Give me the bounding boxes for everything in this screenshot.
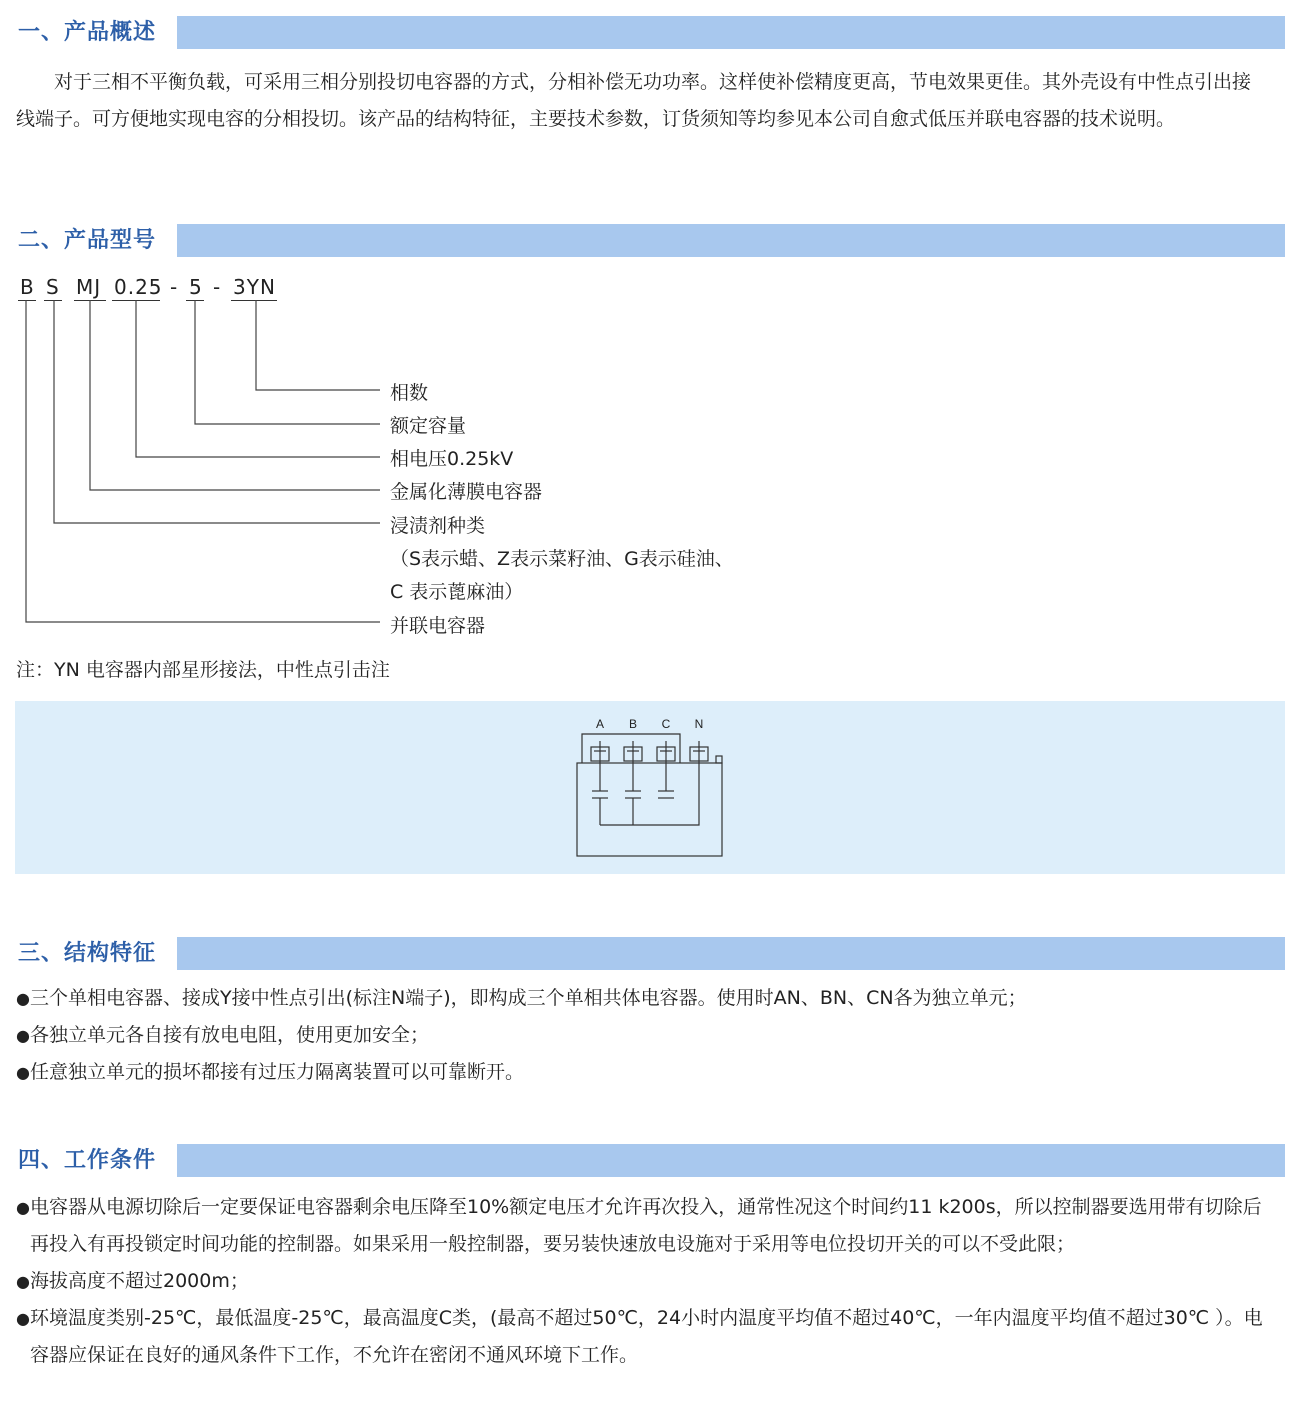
- terminal-c: [657, 741, 675, 763]
- list-item: ● 环境温度类别-25℃，最低温度-25℃，最高温度C类，(最高不超过50℃，24小时内温度平均值不超过40℃，一年内温度平均值不超过30℃ ）。电容器应保证在良好的通风条件下工作，不允许在密闭不通风环境下工作。: [16, 1300, 1268, 1374]
- section-title: 四、工作条件: [18, 1148, 157, 1173]
- bullet-dot: ●: [16, 1272, 30, 1291]
- leader-line-phase: [256, 300, 380, 390]
- code-part-dash: -: [213, 275, 222, 299]
- section-title: 二、产品型号: [18, 228, 157, 253]
- label-phase-count: 相数: [390, 382, 429, 404]
- code-part-phase: 3YN: [233, 275, 276, 299]
- structure-list: [16, 980, 1268, 1091]
- label-film-capacitor: 金属化薄膜电容器: [390, 481, 543, 503]
- code-part-dash: -: [170, 275, 179, 299]
- section-title: 一、产品概述: [18, 20, 157, 45]
- section-bar: [177, 224, 1285, 257]
- wiring-schematic: [15, 701, 1285, 874]
- terminal-label-b: B: [628, 717, 638, 731]
- bullet-dot: ●: [16, 1063, 30, 1082]
- section-header-overview: [15, 16, 1285, 49]
- label-impregnant-type: 浸渍剂种类: [390, 515, 486, 537]
- schematic-panel: [15, 701, 1285, 874]
- code-part-voltage: 0.25: [114, 275, 163, 299]
- model-note: 注：YN 电容器内部星形接法，中性点引击注: [16, 659, 390, 681]
- bullet-dot: ●: [16, 989, 30, 1008]
- capacitor-housing: [577, 763, 722, 856]
- list-item: ● 三个单相电容器、接成Y接中性点引出(标注N端子)，即构成三个单相共体电容器。使用时AN、BN、CN各为独立单元；: [16, 980, 1268, 1017]
- list-item: ● 任意独立单元的损坏都接有过压力隔离装置可以可靠断开。: [16, 1054, 1268, 1091]
- leader-line-film: [90, 300, 380, 490]
- neutral-bus: [600, 763, 699, 825]
- terminal-frame: [582, 734, 680, 763]
- section-header-structure: [15, 937, 1285, 970]
- label-impregnant-detail-1: （S表示蜡、Z表示菜籽油、G表示硅油、: [390, 548, 734, 570]
- code-part-b: B: [20, 275, 35, 299]
- section-bar: [177, 1144, 1285, 1177]
- section-bar: [177, 937, 1285, 970]
- label-parallel-capacitor: 并联电容器: [390, 615, 486, 637]
- section-title: 三、结构特征: [18, 941, 157, 966]
- list-item: ● 海拔高度不超过2000m；: [16, 1263, 1268, 1300]
- corner-terminal: [716, 756, 722, 763]
- overview-paragraph: [16, 64, 1268, 138]
- label-impregnant-detail-2: C 表示蓖麻油）: [390, 581, 524, 603]
- code-part-capacity: 5: [189, 275, 203, 299]
- terminal-a: [591, 741, 609, 763]
- leader-line-capacity: [195, 300, 380, 424]
- conditions-list: [16, 1189, 1268, 1374]
- bullet-dot: ●: [16, 1026, 30, 1045]
- code-part-mj: MJ: [76, 275, 102, 299]
- bullet-dot: ●: [16, 1309, 30, 1328]
- terminal-b: [624, 741, 642, 763]
- section-header-model: [15, 224, 1285, 257]
- terminal-label-n: N: [694, 717, 704, 731]
- section-header-conditions: [15, 1144, 1285, 1177]
- leader-line-parallel: [26, 300, 380, 622]
- code-part-s: S: [46, 275, 60, 299]
- terminal-label-a: A: [595, 717, 605, 731]
- label-phase-voltage: 相电压0.25kV: [390, 448, 514, 470]
- label-rated-capacity: 额定容量: [390, 415, 467, 437]
- terminal-label-c: C: [661, 717, 671, 731]
- terminal-n: [690, 741, 708, 763]
- leader-line-voltage: [136, 300, 380, 457]
- list-item: ● 电容器从电源切除后一定要保证电容器剩余电压降至10%额定电压才允许再次投入，通常性况这个时间约11 k200s，所以控制器要选用带有切除后再投入有再投锁定时间功能的控制器。如果采用一般控制器，要另装快速放电设施对于采用等电位投切开关的可以不受此限；: [16, 1189, 1268, 1263]
- bullet-dot: ●: [16, 1198, 30, 1217]
- overview-text: 对于三相不平衡负载，可采用三相分别投切电容器的方式，分相补偿无功功率。这样使补偿精度更高，节电效果更佳。其外壳设有中性点引出接线端子。可方便地实现电容的分相投切。该产品的结构特征，主要技术参数，订货须知等均参见本公司自愈式低压并联电容器的技术说明。: [16, 71, 1252, 130]
- model-code-diagram: [0, 270, 800, 650]
- list-item: ● 各独立单元各自接有放电电阻，使用更加安全；: [16, 1017, 1268, 1054]
- section-bar: [177, 16, 1285, 49]
